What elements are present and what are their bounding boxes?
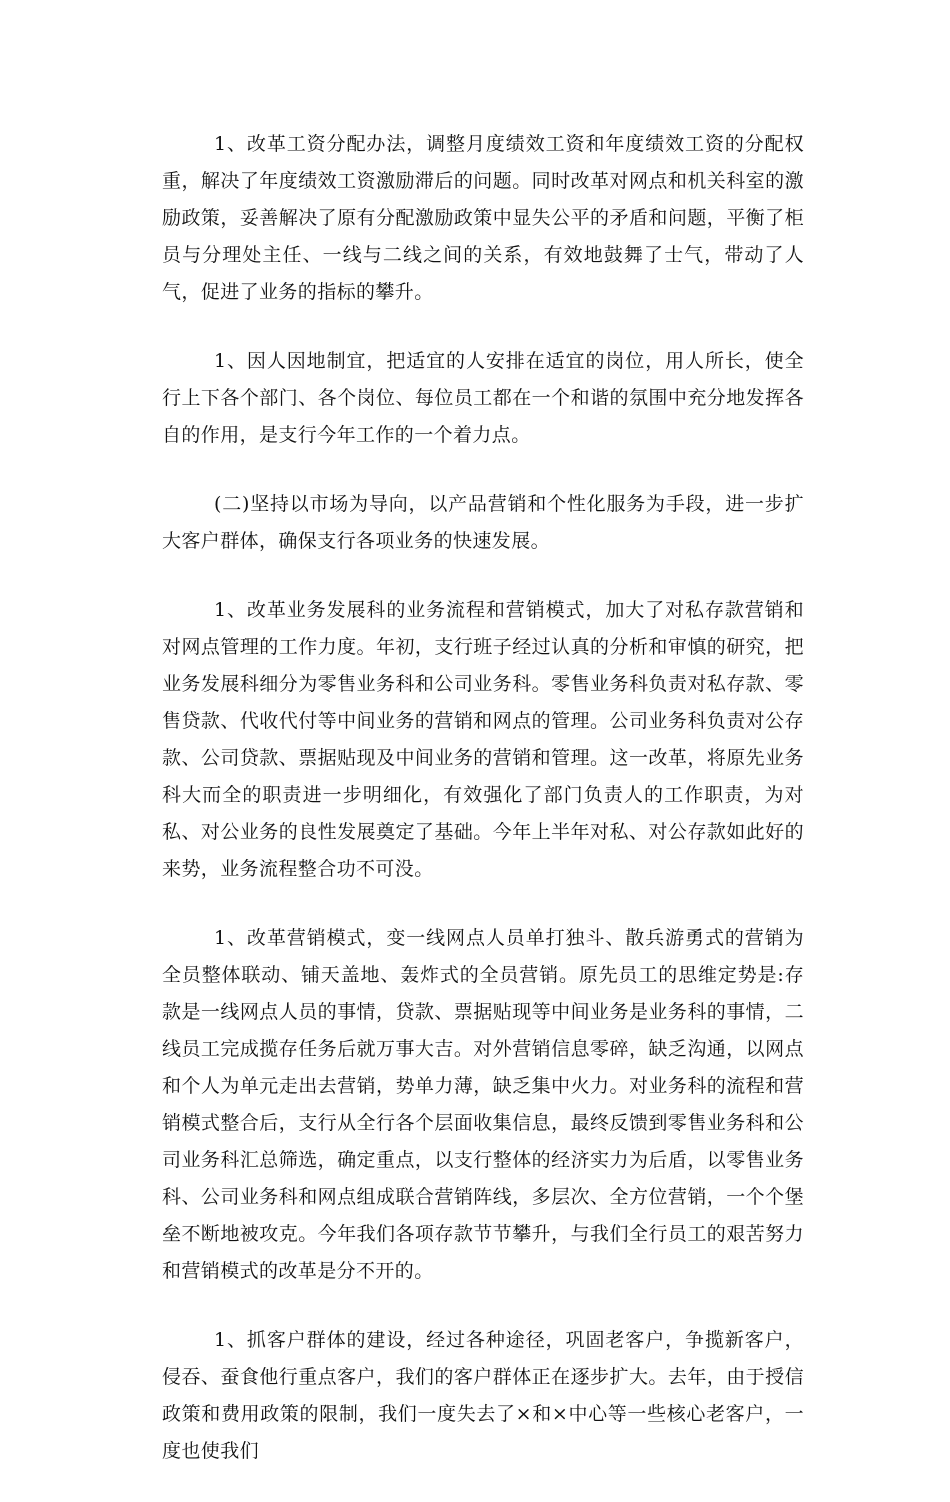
paragraph-staff-placement: 1、因人因地制宜，把适宜的人安排在适宜的岗位，用人所长，使全行上下各个部门、各个岗位、每位员工都在一个和谐的氛围中充分地发挥各自的作用，是支行今年工作的一个着力点。 — [162, 350, 804, 446]
document-body — [162, 126, 804, 1502]
paragraph-business-process-reform: 1、改革业务发展科的业务流程和营销模式，加大了对私存款营销和对网点管理的工作力度。年初，支行班子经过认真的分析和审慎的研究，把业务发展科细分为零售业务科和公司业务科。零售业务科负责对私存款、零售贷款、代收代付等中间业务的营销和网点的管理。公司业务科负责对公存款、公司贷款、票据贴现及中间业务的营销和管理。这一改革，将原先业务科大而全的职责进一步明细化，有效强化了部门负责人的工作职责，为对私、对公业务的良性发展奠定了基础。今年上半年对私、对公存款如此好的来势，业务流程整合功不可没。 — [162, 599, 804, 880]
paragraph-marketing-model-reform: 1、改革营销模式，变一线网点人员单打独斗、散兵游勇式的营销为全员整体联动、铺天盖地、轰炸式的全员营销。原先员工的思维定势是:存款是一线网点人员的事情，贷款、票据贴现等中间业务是业务科的事情，二线员工完成揽存任务后就万事大吉。对外营销信息零碎，缺乏沟通，以网点和个人为单元走出去营销，势单力薄，缺乏集中火力。对业务科的流程和营销模式整合后，支行从全行各个层面收集信息，最终反馈到零售业务科和公司业务科汇总筛选，确定重点，以支行整体的经济实力为后盾，以零售业务科、公司业务科和网点组成联合营销阵线，多层次、全方位营销，一个个堡垒不断地被攻克。今年我们各项存款节节攀升，与我们全行员工的艰苦努力和营销模式的改革是分不开的。 — [162, 927, 804, 1282]
paragraph-section-heading-market: (二)坚持以市场为导向，以产品营销和个性化服务为手段，进一步扩大客户群体，确保支行各项业务的快速发展。 — [162, 493, 804, 552]
paragraph-salary-reform: 1、改革工资分配办法，调整月度绩效工资和年度绩效工资的分配权重，解决了年度绩效工资激励滞后的问题。同时改革对网点和机关科室的激励政策，妥善解决了原有分配激励政策中显失公平的矛盾和问题，平衡了柜员与分理处主任、一线与二线之间的关系，有效地鼓舞了士气，带动了人气，促进了业务的指标的攀升。 — [162, 133, 804, 303]
paragraph-customer-group-building: 1、抓客户群体的建设，经过各种途径，巩固老客户，争揽新客户，侵吞、蚕食他行重点客户，我们的客户群体正在逐步扩大。去年，由于授信政策和费用政策的限制，我们一度失去了×和×中心等一些核心老客户，一度也使我们 — [162, 1329, 804, 1462]
